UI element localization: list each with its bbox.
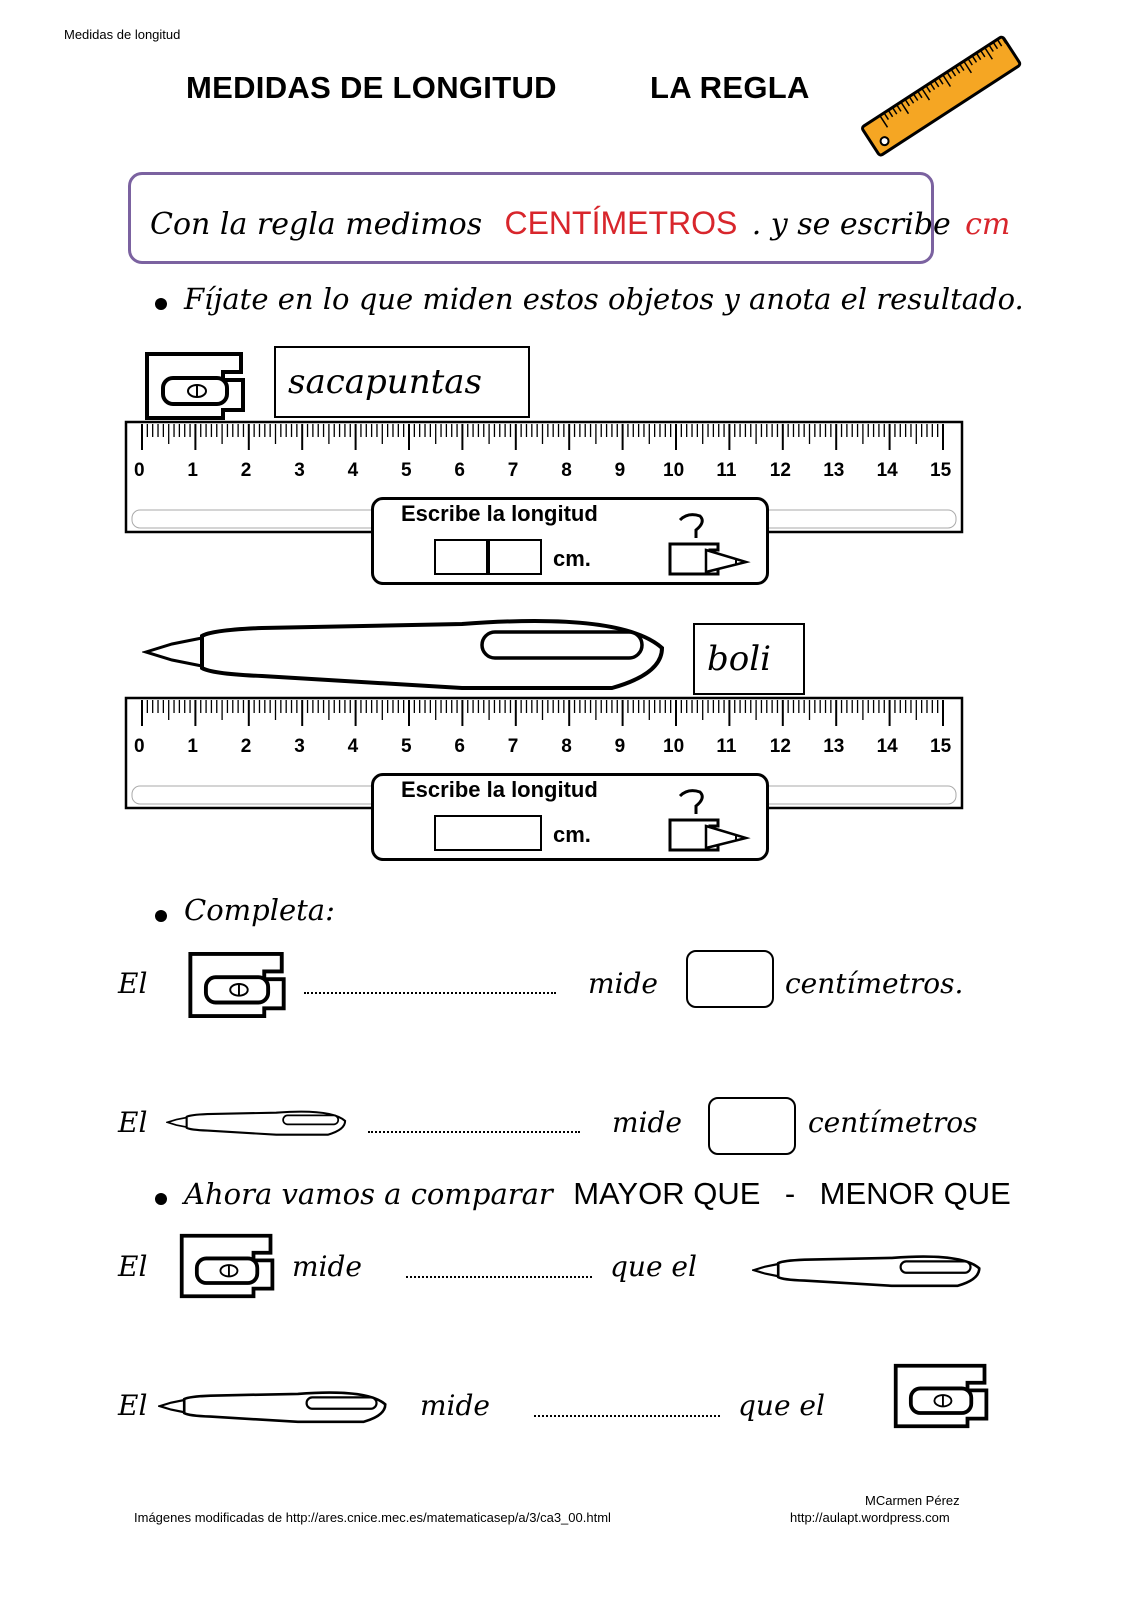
ruler-number: 8 <box>561 736 572 757</box>
rule-text-2: . y se escribe <box>751 207 951 242</box>
pen-icon <box>166 1106 352 1140</box>
word-el: El <box>118 1389 148 1422</box>
page-subtitle: LA REGLA <box>650 70 810 105</box>
answer-input[interactable] <box>434 815 542 851</box>
answer-input[interactable] <box>686 950 774 1008</box>
ruler-number: 1 <box>187 460 198 481</box>
word-mide: mide <box>588 967 658 1000</box>
ruler-number: 15 <box>930 460 952 481</box>
ruler-number: 5 <box>401 460 412 481</box>
ruler-number: 10 <box>663 736 685 757</box>
ruler-number: 14 <box>876 736 898 757</box>
ruler-number: 15 <box>930 736 952 757</box>
answer-input-tens[interactable] <box>434 539 488 575</box>
answer-input-units[interactable] <box>488 539 542 575</box>
fill-line[interactable] <box>406 1276 592 1278</box>
word-centimetros: centímetros <box>808 1106 978 1139</box>
sharpener-icon <box>890 1362 994 1430</box>
ruler-number: 4 <box>347 460 359 481</box>
compare-title-menor: MENOR QUE <box>819 1176 1011 1211</box>
ruler-number: 8 <box>561 460 572 481</box>
footer-credit: Imágenes modificadas de http://ares.cnice.mec.es/matematicasep/a/3/ca3_00.html <box>134 1510 611 1525</box>
word-centimetros: centímetros. <box>785 967 964 1000</box>
answer-unit: cm. <box>553 546 591 571</box>
ruler-number: 11 <box>716 736 737 757</box>
header-label: Medidas de longitud <box>64 27 181 42</box>
rule-sentence <box>150 205 1010 242</box>
rule-unit: cm <box>965 207 1011 242</box>
word-mide: mide <box>292 1250 362 1283</box>
question-sharpener-icon <box>666 510 752 580</box>
bullet <box>155 1193 167 1205</box>
ruler-number: 0 <box>134 736 145 757</box>
ruler-number: 12 <box>769 460 791 481</box>
section-compare-title <box>184 1176 1011 1212</box>
fill-line[interactable] <box>534 1415 720 1417</box>
object-label-boli: boli <box>693 623 805 695</box>
ruler-number: 4 <box>347 736 359 757</box>
instruction-1: Fíjate en lo que miden estos objetos y anota el resultado. <box>184 282 1024 316</box>
answer-prompt: Escribe la longitud <box>401 501 598 526</box>
ruler-number: 9 <box>614 736 626 757</box>
compare-title-script: Ahora vamos a comparar <box>184 1177 553 1211</box>
compare-title-mayor: MAYOR QUE <box>573 1176 761 1211</box>
word-mide: mide <box>420 1389 490 1422</box>
ruler-number: 13 <box>823 460 845 481</box>
compare-title-dash: - <box>784 1176 796 1211</box>
sharpener-icon <box>176 1232 280 1300</box>
ruler-number: 11 <box>716 460 737 481</box>
ruler-number: 10 <box>663 460 685 481</box>
rule-text-1: Con la regla medimos <box>150 207 483 242</box>
footer-author: MCarmen Pérez <box>865 1493 960 1508</box>
rule-highlight: CENTÍMETROS <box>504 205 738 241</box>
ruler-number: 7 <box>507 736 519 757</box>
word-que-el: que el <box>610 1250 697 1283</box>
pen-icon <box>752 1250 988 1292</box>
ruler-number: 7 <box>507 460 519 481</box>
ruler-number: 3 <box>294 460 305 481</box>
word-el: El <box>118 1106 148 1139</box>
ruler-number: 9 <box>614 460 626 481</box>
answer-unit: cm. <box>553 822 591 847</box>
ruler-number: 1 <box>187 736 198 757</box>
pen-icon <box>158 1387 394 1427</box>
word-el: El <box>118 1250 148 1283</box>
ruler-number: 2 <box>240 736 252 757</box>
ruler-number: 13 <box>823 736 845 757</box>
fill-line[interactable] <box>368 1131 580 1133</box>
footer-site: http://aulapt.wordpress.com <box>790 1510 950 1525</box>
word-mide: mide <box>612 1106 682 1139</box>
answer-prompt: Escribe la longitud <box>401 777 598 802</box>
ruler-number: 3 <box>294 736 305 757</box>
ruler-number: 6 <box>454 736 465 757</box>
ruler-number: 12 <box>769 736 791 757</box>
ruler-number: 6 <box>454 460 465 481</box>
object-label-sacapuntas: sacapuntas <box>274 346 530 418</box>
answer-input[interactable] <box>708 1097 796 1155</box>
ruler-icon <box>850 28 1030 168</box>
page-title: MEDIDAS DE LONGITUD <box>186 70 557 105</box>
ruler-number: 14 <box>876 460 898 481</box>
bullet <box>155 298 167 310</box>
sharpener-icon <box>143 350 249 422</box>
question-sharpener-icon <box>666 786 752 856</box>
word-que-el: que el <box>738 1389 825 1422</box>
fill-line[interactable] <box>304 992 556 994</box>
ruler-number: 0 <box>134 460 145 481</box>
ruler-number: 5 <box>401 736 412 757</box>
word-el: El <box>118 967 148 1000</box>
pen-icon <box>142 612 682 696</box>
section-complete-title: Completa: <box>184 893 335 927</box>
ruler-number: 2 <box>240 460 252 481</box>
bullet <box>155 910 167 922</box>
sharpener-icon <box>186 950 290 1020</box>
